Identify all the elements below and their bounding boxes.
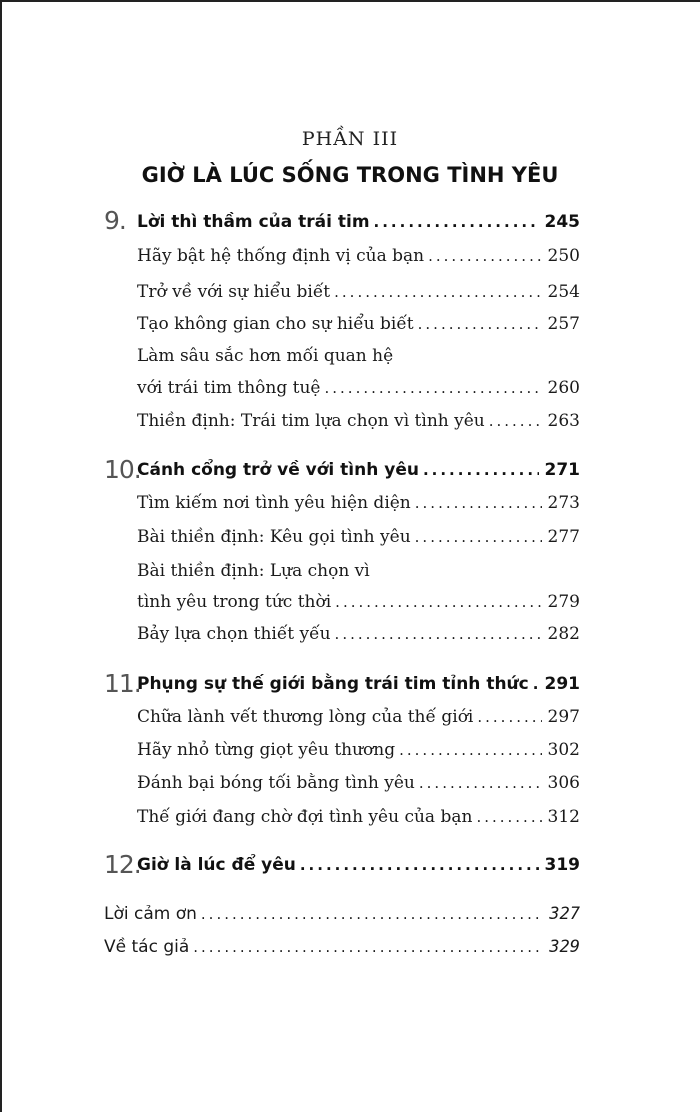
part-label: PHẦN III: [301, 128, 399, 150]
section-page: 254: [547, 282, 580, 302]
section-page: 257: [547, 314, 580, 334]
section-title: Trở về với sự hiểu biết: [137, 282, 331, 302]
section-title: Bảy lựa chọn thiết yếu: [137, 624, 331, 644]
section-page: 279: [547, 592, 580, 612]
section-page: 302: [547, 740, 580, 760]
chapter-title: Giờ là lúc để yêu: [137, 855, 296, 875]
page-border-top: [0, 0, 700, 2]
section-title: Thiền định: Trái tim lựa chọn vì tình yêu: [137, 411, 485, 431]
toc-section-entry[interactable]: [137, 246, 580, 266]
dot-leader: [193, 940, 543, 955]
toc-section-entry[interactable]: [137, 527, 580, 547]
toc-section-entry[interactable]: [137, 707, 580, 727]
dot-leader: [428, 249, 541, 264]
dot-leader: [374, 215, 539, 230]
backmatter-title: Lời cảm ơn: [104, 904, 197, 924]
dot-leader: [418, 317, 542, 332]
dot-leader: [533, 677, 539, 692]
chapter-title: Cánh cổng trở về với tình yêu: [137, 460, 419, 480]
section-page: 312: [547, 807, 580, 827]
chapter-page: 245: [544, 212, 580, 232]
section-page: 297: [547, 707, 580, 727]
toc-section-entry[interactable]: [137, 740, 580, 760]
dot-leader: [399, 743, 541, 758]
dot-leader: [335, 627, 542, 642]
toc-chapter-entry[interactable]: [137, 460, 580, 480]
dot-leader: [201, 907, 543, 922]
toc-section-entry[interactable]: [137, 592, 580, 612]
toc-section-entry[interactable]: [137, 807, 580, 827]
section-title: Đánh bại bóng tối bằng tình yêu: [137, 773, 415, 793]
chapter-number: 11.: [104, 669, 141, 698]
section-title: tình yêu trong tức thời: [137, 592, 332, 612]
dot-leader: [489, 414, 542, 429]
toc-section-entry[interactable]: [137, 624, 580, 644]
chapter-title: Lời thì thầm của trái tim: [137, 212, 370, 232]
chapter-number: 10.: [104, 455, 141, 484]
chapter-page: 271: [544, 460, 580, 480]
backmatter-page: 329: [549, 937, 580, 957]
section-title-line1: Làm sâu sắc hơn mối quan hệ: [137, 346, 394, 366]
toc-chapter-entry[interactable]: [137, 212, 580, 232]
section-title: Tạo không gian cho sự hiểu biết: [137, 314, 414, 334]
dot-leader: [325, 381, 542, 396]
section-title: Hãy nhỏ từng giọt yêu thương: [137, 740, 396, 760]
section-title: Bài thiền định: Kêu gọi tình yêu: [137, 527, 411, 547]
dot-leader: [415, 496, 542, 511]
toc-section-entry[interactable]: [137, 314, 580, 334]
toc-section-entry[interactable]: [137, 411, 580, 431]
chapter-page: 319: [544, 855, 580, 875]
dot-leader: [423, 463, 539, 478]
toc-section-entry[interactable]: [137, 282, 580, 302]
chapter-title: Phụng sự thế giới bằng trái tim tỉnh thức: [137, 674, 529, 694]
toc-section-entry[interactable]: [137, 493, 580, 513]
dot-leader: [335, 595, 541, 610]
backmatter-page: 327: [549, 904, 580, 924]
section-page: 263: [547, 411, 580, 431]
chapter-number: 12.: [104, 850, 141, 879]
section-title: Thế giới đang chờ đợi tình yêu của bạn: [137, 807, 473, 827]
dot-leader: [415, 530, 542, 545]
chapter-page: 291: [544, 674, 580, 694]
section-title: với trái tim thông tuệ: [137, 378, 321, 398]
chapter-number: 9.: [104, 206, 126, 235]
dot-leader: [477, 710, 541, 725]
dot-leader: [300, 858, 539, 873]
toc-backmatter-entry[interactable]: [104, 904, 580, 924]
section-page: 306: [547, 773, 580, 793]
section-title-line1: Bài thiền định: Lựa chọn vì: [137, 561, 370, 581]
section-page: 282: [547, 624, 580, 644]
section-page: 273: [547, 493, 580, 513]
dot-leader: [419, 776, 542, 791]
dot-leader: [334, 285, 541, 300]
toc-backmatter-entry[interactable]: [104, 937, 580, 957]
toc-chapter-entry[interactable]: [137, 674, 580, 694]
toc-chapter-entry[interactable]: [137, 855, 580, 875]
section-page: 260: [547, 378, 580, 398]
section-title: Hãy bật hệ thống định vị của bạn: [137, 246, 425, 266]
backmatter-title: Về tác giả: [104, 937, 190, 957]
section-title: Tìm kiếm nơi tình yêu hiện diện: [137, 493, 411, 513]
toc-section-entry[interactable]: [137, 773, 580, 793]
dot-leader: [476, 810, 541, 825]
part-title: GIỜ LÀ LÚC SỐNG TRONG TÌNH YÊU: [141, 163, 559, 187]
toc-section-entry[interactable]: [137, 378, 580, 398]
section-page: 277: [547, 527, 580, 547]
section-page: 250: [547, 246, 580, 266]
section-title: Chữa lành vết thương lòng của thế giới: [137, 707, 474, 727]
